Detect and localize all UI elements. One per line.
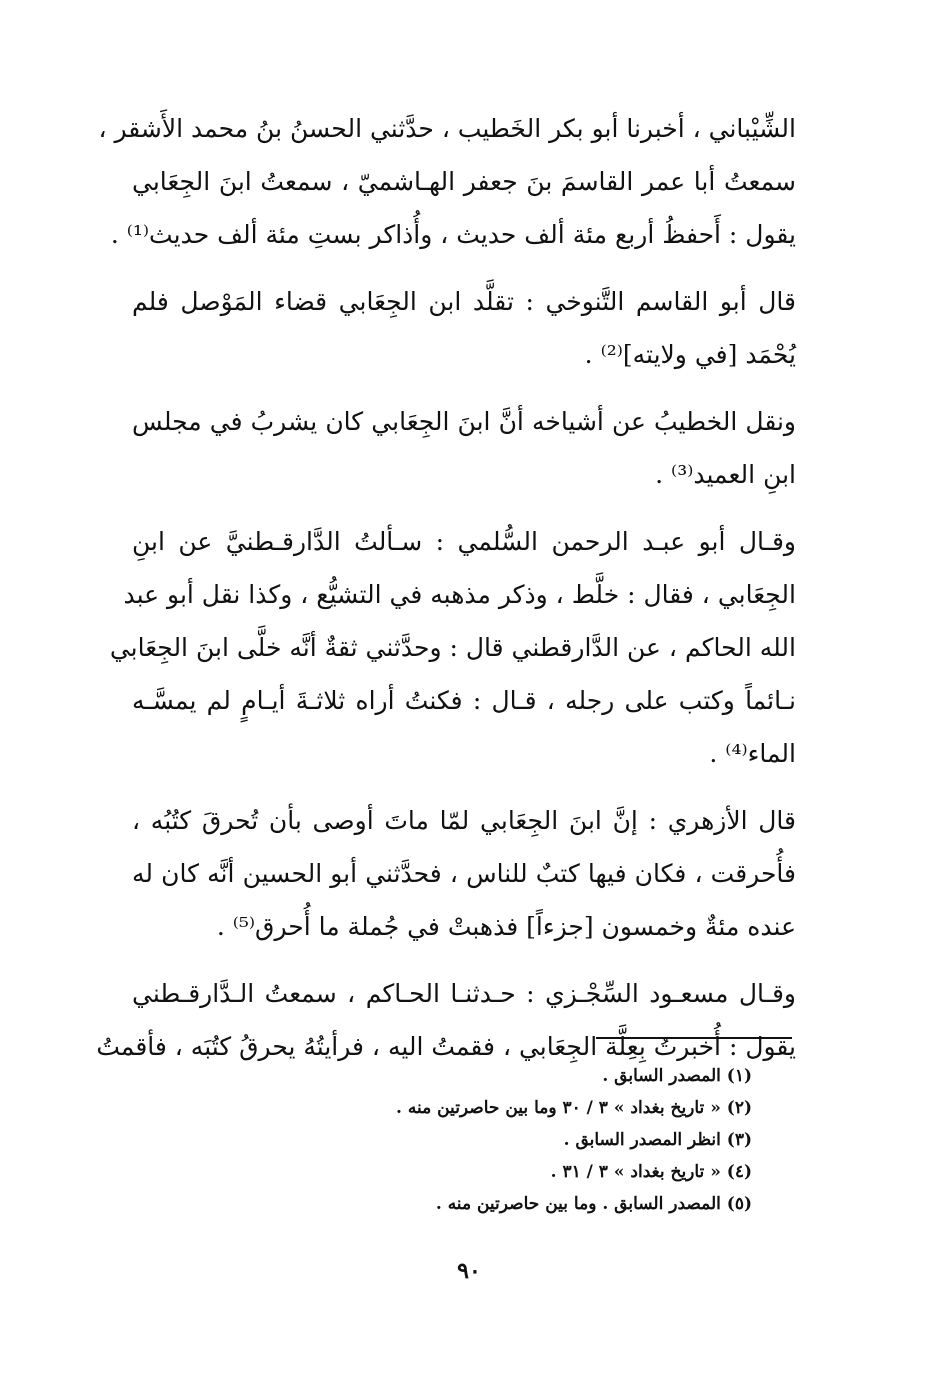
paragraph: [132, 395, 796, 501]
text-line: سمعتُ أبا عمر القاسمَ بنَ جعفر الهـاشميّ ، سمعتُ ابنَ الجِعَابي: [132, 167, 796, 196]
text-line: يُحْمَد [في ولايته]⁽²⁾ .: [584, 340, 796, 369]
text-line: عنده مئةٌ وخمسون [جزءاً] فذهبتْ في جُملة ما أُحرق⁽⁵⁾ .: [216, 912, 796, 941]
text-line: يقول : أُخبرتُ بِعِلَّة الجِعَابي ، فقمتُ اليه ، فرأيتُهُ يحرقُ كتُبَه ، فأقمتُ: [96, 1032, 796, 1061]
paragraph: [96, 967, 796, 1073]
footnote: (٤) « تاريخ بغداد » ٣ / ٣١ .: [550, 1162, 752, 1182]
text-line: الشِّيْباني ، أخبرنا أبو بكر الخَطيب ، حدَّثني الحسنُ بنُ محمد الأَشقر ،: [98, 114, 796, 143]
footnote-divider: [596, 1037, 792, 1039]
text-line: فأُحرقت ، فكان فيها كتبٌ للناس ، فحدَّثني أبو الحسين أنَّه كان له: [132, 859, 796, 888]
footnote: (٣) انظر المصدر السابق .: [563, 1130, 752, 1150]
page-number: ٩٠: [457, 1258, 481, 1284]
text-line: ابنِ العميد⁽³⁾ .: [655, 460, 796, 489]
text-line: يقول : أَحفظُ أربع مئة ألف حديث ، وأُذاكر بستِ مئة ألف حديث⁽¹⁾ .: [110, 220, 796, 249]
footnote: (١) المصدر السابق .: [602, 1066, 752, 1086]
text-line: وقـال مسعـود السِّجْـزي : حـدثنـا الحـاكم ، سمعتُ الـدَّارقـطني: [132, 979, 796, 1008]
text-line: الجِعَابي ، فقال : خلَّط ، وذكر مذهبه في التشيُّع ، وكذا نقل أبو عبد: [123, 580, 796, 609]
paragraph: [109, 515, 796, 780]
footnotes-list: [232, 1060, 752, 1220]
paragraph: [98, 102, 796, 261]
text-line: الماء⁽⁴⁾ .: [709, 739, 796, 768]
text-line: قال الأزهري : إنَّ ابنَ الجِعَابي لمّا ماتَ أوصى بأن تُحرقَ كتُبُه ،: [132, 806, 796, 835]
text-line: نـائماً وكتب على رجله ، قـال : فكنتُ أراه ثلاثـةَ أيـامٍ لم يمسَّـه: [132, 686, 796, 715]
footnote: (٢) « تاريخ بغداد » ٣ / ٣٠ وما بين حاصرتين منه .: [396, 1098, 752, 1118]
text-line: قال أبو القاسم التَّنوخي : تقلَّد ابن الجِعَابي قضاء المَوْصل فلم: [132, 287, 796, 316]
footnote: (٥) المصدر السابق . وما بين حاصرتين منه .: [435, 1194, 752, 1214]
paragraph: [132, 794, 796, 953]
text-line: وقـال أبو عبـد الرحمن السُّلمي : سـألتُ الدَّارقـطنيَّ عن ابنِ: [132, 527, 796, 556]
text-line: ونقل الخطيبُ عن أشياخه أنَّ ابنَ الجِعَابي كان يشربُ في مجلس: [132, 407, 796, 436]
main-text: [96, 102, 796, 1073]
text-line: الله الحاكم ، عن الدَّارقطني قال : وحدَّثني ثقةٌ أنَّه خلَّى ابنَ الجِعَابي: [109, 633, 796, 662]
paragraph: [132, 275, 796, 381]
